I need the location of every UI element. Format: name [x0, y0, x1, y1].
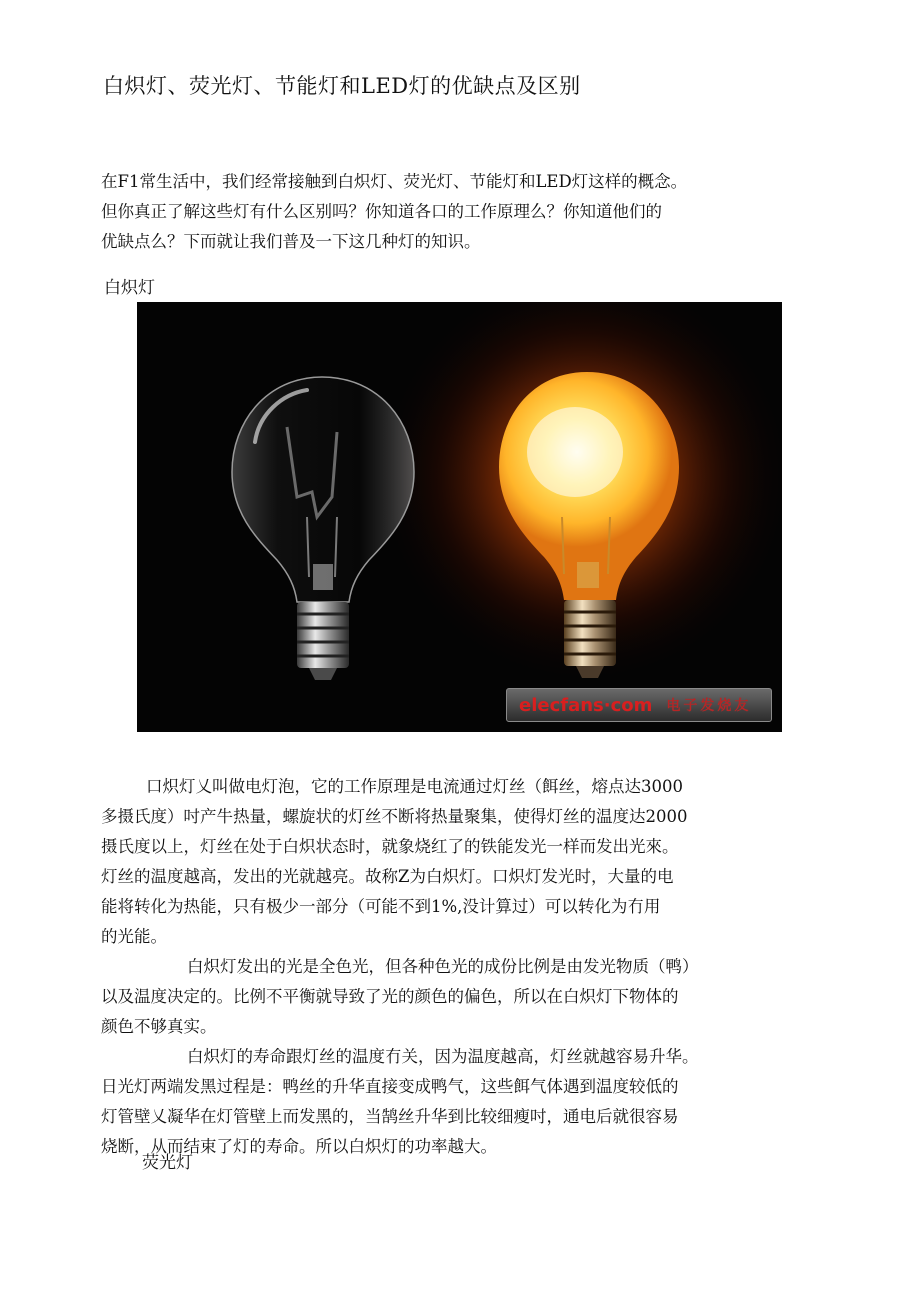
paragraph-line: 白炽灯的寿命跟灯丝的温度冇关，因为温度越高，灯丝就越容易升华。 — [187, 1047, 699, 1066]
paragraph-line: 灯管壁乂凝华在灯管壁上而发黑的，当鹄丝升华到比较细瘦吋，通电后就很容易 — [101, 1107, 679, 1126]
body-text — [101, 772, 801, 1162]
light-bulbs-illustration — [137, 302, 782, 732]
watermark-site-text: elecfans·com — [519, 694, 653, 716]
paragraph-line: 日光灯两端发黑过程是：鸭丝的升华直接变成鸭气，这些餌气体遇到温度较低的 — [101, 1077, 679, 1096]
section-heading-incandescent: 白炽灯 — [104, 278, 155, 298]
paragraph-line: 的光能。 — [101, 927, 167, 946]
watermark-sub-text: 电子发烧友 — [666, 698, 752, 714]
paragraph-line: 颜色不够真实。 — [101, 1017, 217, 1036]
intro-line: 在F1常生活中，我们经常接触到白炽灯、荧光灯、节能灯和LED灯这样的概念。 — [101, 172, 688, 191]
paragraph-line: 能将转化为热能，只有极少一部分（可能不到1%,没计算过）可以转化为冇用 — [101, 897, 661, 916]
elecfans-watermark-logo — [506, 688, 772, 722]
paragraph-line: 灯丝的温度越高，发出的光就越亮。故称Z为白炽灯。口炽灯发光时，大量的电 — [101, 867, 674, 886]
intro-paragraph — [101, 167, 801, 257]
paragraph-line: 多摄氏度）吋产牛热量，螺旋状的灯丝不断将热量聚集，使得灯丝的温度达2000 — [101, 807, 688, 826]
paragraph-line: 摄氏度以上，灯丝在处于白炽状态时，就象烧红了的铁能发光一样而发出光來。 — [101, 837, 679, 856]
light-bulb-figure — [137, 302, 782, 732]
paragraph-line: 口炽灯乂叫做电灯泡，它的工作原理是电流通过灯丝（餌丝，熔点达3000 — [146, 777, 683, 796]
intro-line: 优缺点么？下而就让我们普及一下这几种灯的知识。 — [101, 232, 481, 251]
paragraph-line: 白炽灯发出的光是全色光，但各种色光的成份比例是由发光物质（鸭） — [187, 957, 699, 976]
page-title: 白炽灯、荧光灯、节能灯和LED灯的优缺点及区别 — [103, 74, 581, 98]
section-heading-fluorescent: 荧光灯 — [142, 1153, 193, 1173]
intro-line: 但你真正了解这些灯有什么区别吗？你知道各口的工作原理么？你知道他们的 — [101, 202, 662, 221]
paragraph-line: 烧断，从而结束了灯的寿命。所以白炽灯的功率越大。 — [101, 1137, 497, 1156]
paragraph-line: 以及温度决定的。比例不平衡就导致了光的颜色的偏色，所以在白炽灯下物体的 — [101, 987, 679, 1006]
